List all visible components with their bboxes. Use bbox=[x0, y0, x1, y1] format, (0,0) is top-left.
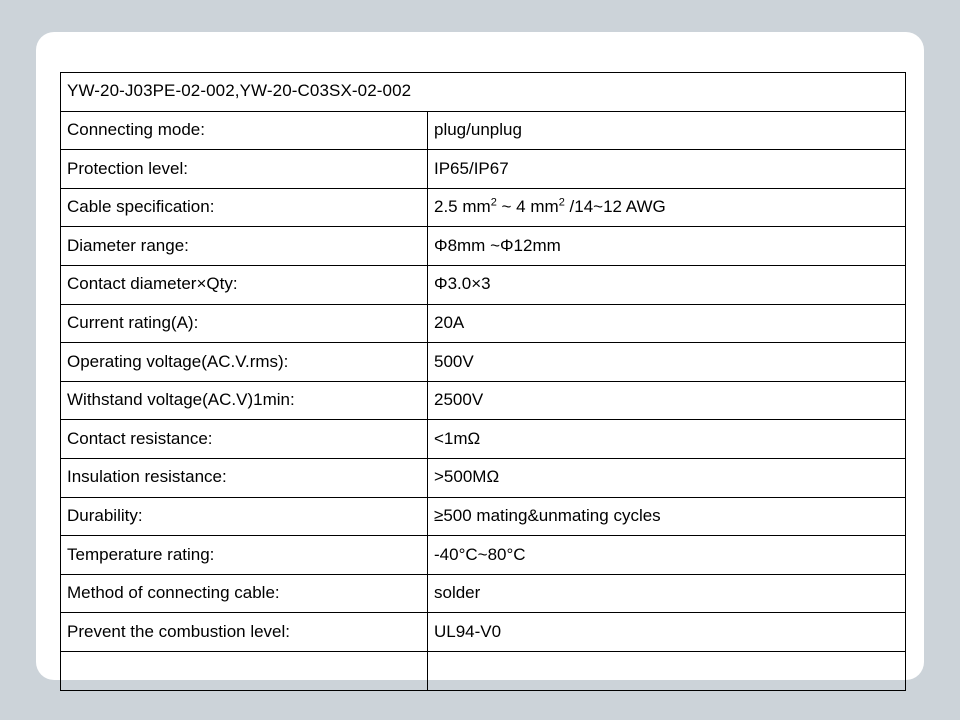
row-label: Current rating(A): bbox=[61, 304, 428, 343]
row-value: ≥500 mating&unmating cycles bbox=[428, 497, 906, 536]
table-row-title bbox=[61, 73, 906, 112]
row-value: UL94-V0 bbox=[428, 613, 906, 652]
row-value: solder bbox=[428, 574, 906, 613]
cable-spec-part-b: ~ 4 mm bbox=[496, 197, 559, 217]
row-value: 20A bbox=[428, 304, 906, 343]
cable-spec-part-a: 2.5 mm bbox=[434, 197, 491, 217]
table-row bbox=[61, 265, 906, 304]
table-row bbox=[61, 420, 906, 459]
table-row bbox=[61, 574, 906, 613]
row-value: <1mΩ bbox=[428, 420, 906, 459]
cable-spec-text bbox=[434, 198, 905, 217]
table-row bbox=[61, 458, 906, 497]
table-row bbox=[61, 111, 906, 150]
row-value: plug/unplug bbox=[428, 111, 906, 150]
row-label: Durability: bbox=[61, 497, 428, 536]
row-value-clipped bbox=[428, 651, 906, 690]
table-row bbox=[61, 497, 906, 536]
row-label: Connecting mode: bbox=[61, 111, 428, 150]
slide-card bbox=[36, 32, 924, 680]
row-value: -40°C~80°C bbox=[428, 536, 906, 575]
row-label: Temperature rating: bbox=[61, 536, 428, 575]
row-value-cable-spec bbox=[428, 188, 906, 227]
table-body bbox=[61, 73, 906, 691]
table-row bbox=[61, 613, 906, 652]
row-label: Method of connecting cable: bbox=[61, 574, 428, 613]
cable-spec-sup-2: 2 bbox=[558, 196, 565, 209]
row-label: Cable specification: bbox=[61, 188, 428, 227]
row-label: Diameter range: bbox=[61, 227, 428, 266]
row-label: Withstand voltage(AC.V)1min: bbox=[61, 381, 428, 420]
row-value: IP65/IP67 bbox=[428, 150, 906, 189]
table-row bbox=[61, 304, 906, 343]
row-value: Φ8mm ~Φ12mm bbox=[428, 227, 906, 266]
row-label: Operating voltage(AC.V.rms): bbox=[61, 343, 428, 382]
row-label: Contact resistance: bbox=[61, 420, 428, 459]
row-label: Insulation resistance: bbox=[61, 458, 428, 497]
row-label: Contact diameter×Qty: bbox=[61, 265, 428, 304]
table-row-clipped bbox=[61, 651, 906, 690]
row-value: Φ3.0×3 bbox=[428, 265, 906, 304]
table-row bbox=[61, 343, 906, 382]
table-row bbox=[61, 188, 906, 227]
cable-spec-sup-1: 2 bbox=[490, 196, 497, 209]
cable-spec-part-c: /14~12 AWG bbox=[564, 197, 666, 217]
specification-table bbox=[60, 72, 906, 691]
table-title: YW-20-J03PE-02-002,YW-20-C03SX-02-002 bbox=[61, 73, 906, 112]
row-label: Protection level: bbox=[61, 150, 428, 189]
row-label: Prevent the combustion level: bbox=[61, 613, 428, 652]
row-value: 500V bbox=[428, 343, 906, 382]
row-value: >500MΩ bbox=[428, 458, 906, 497]
table-row bbox=[61, 536, 906, 575]
row-value: 2500V bbox=[428, 381, 906, 420]
table-row bbox=[61, 381, 906, 420]
table-row bbox=[61, 227, 906, 266]
row-label-clipped bbox=[61, 651, 428, 690]
table-row bbox=[61, 150, 906, 189]
